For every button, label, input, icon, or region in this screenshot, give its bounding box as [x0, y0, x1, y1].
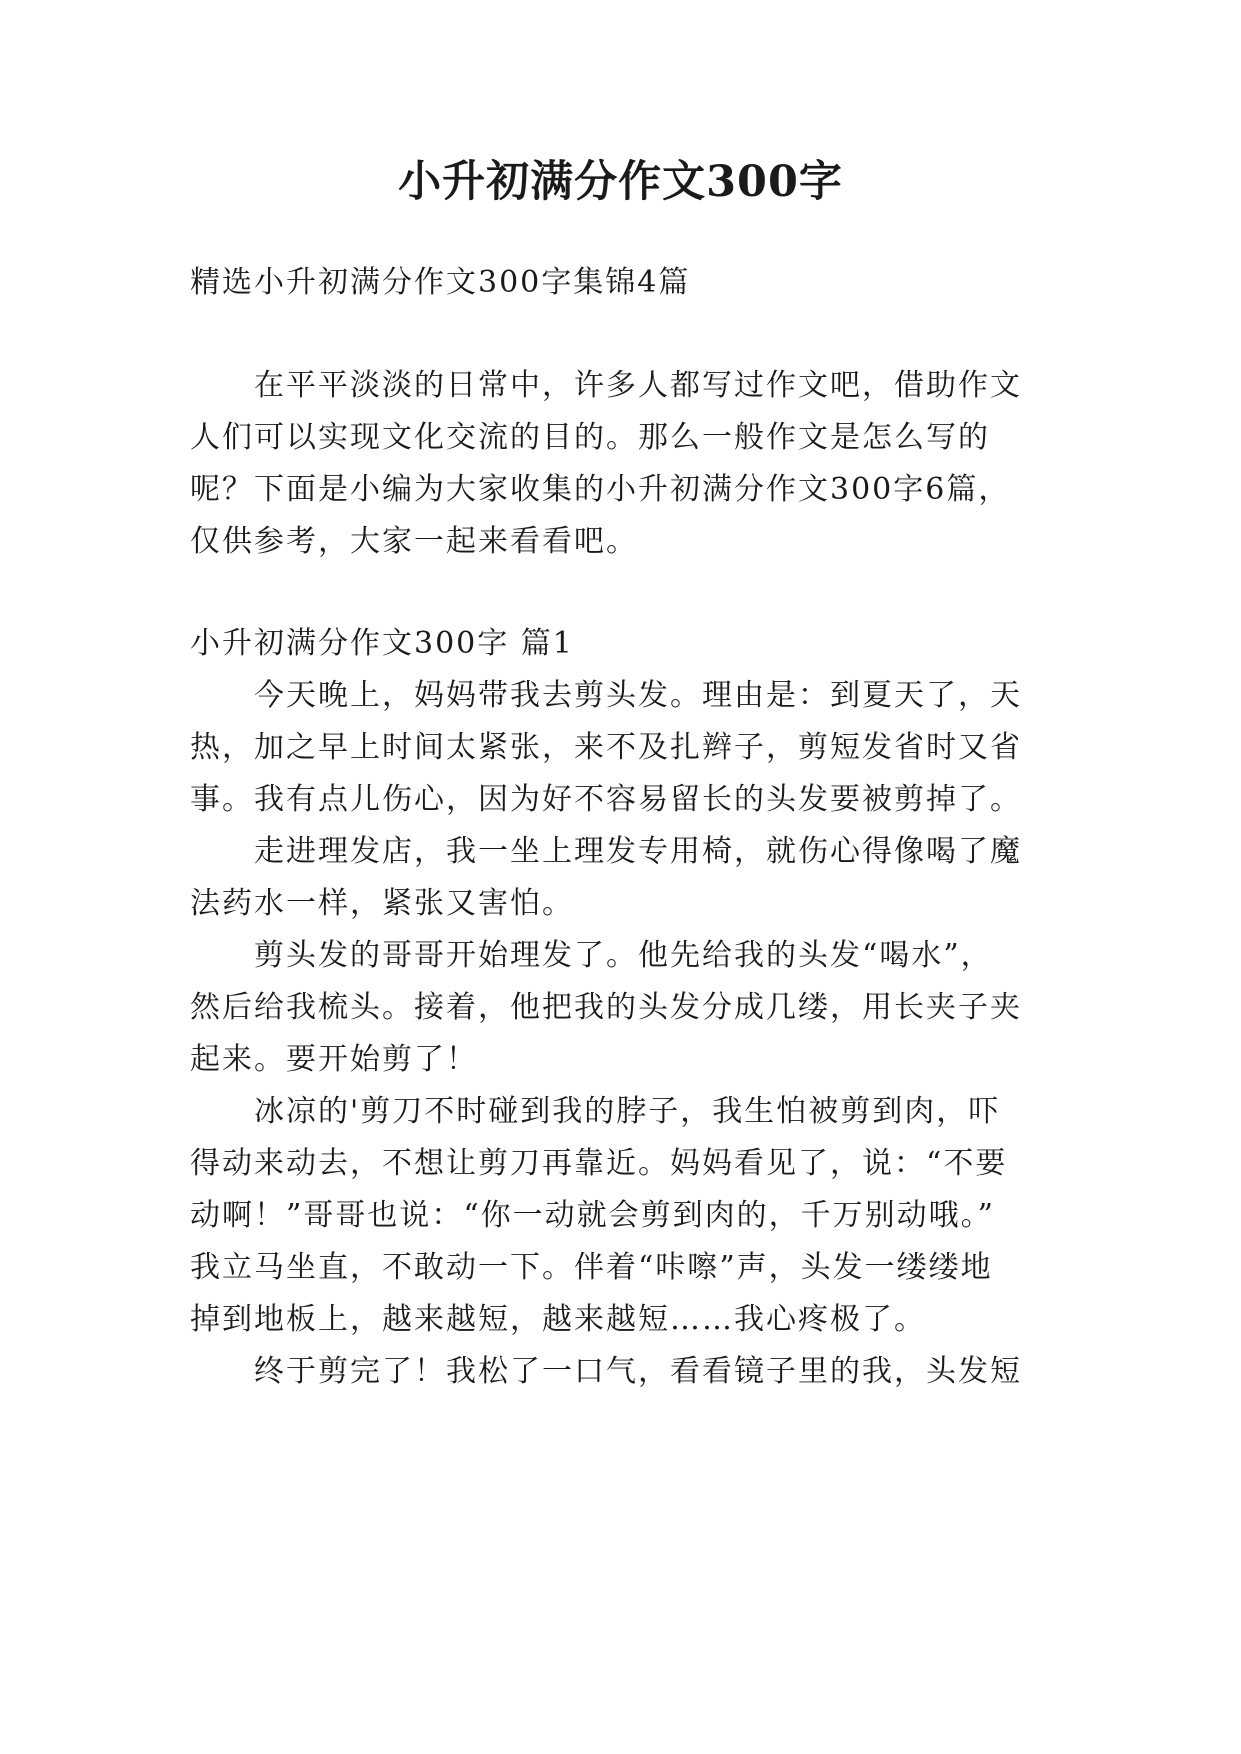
intro-line-2: 人们可以实现文化交流的目的。那么一般作文是怎么写的 [190, 420, 990, 455]
intro-line-3: 呢？下面是小编为大家收集的小升初满分作文300字6篇， [190, 472, 1011, 507]
body-line-5: 法药水一样，紧张又害怕。 [190, 886, 574, 921]
subtitle: 精选小升初满分作文300字集锦4篇 [190, 265, 691, 300]
section-heading: 小升初满分作文300字 篇1 [190, 626, 574, 661]
body-line-3: 事。我有点儿伤心，因为好不容易留长的头发要被剪掉了。 [190, 782, 1022, 817]
document-title: 小升初满分作文300字 [398, 157, 843, 207]
body-line-11: 动啊！”哥哥也说：“你一动就会剪到肉的，千万别动哦。” [190, 1198, 996, 1233]
body-line-12: 我立马坐直，不敢动一下。伴着“咔嚓”声，头发一缕缕地 [190, 1250, 993, 1285]
body-line-10: 得动来动去，不想让剪刀再靠近。妈妈看见了，说：“不要 [190, 1146, 1008, 1181]
intro-line-4: 仅供参考，大家一起来看看吧。 [190, 524, 638, 559]
body-line-13: 掉到地板上，越来越短，越来越短……我心疼极了。 [190, 1302, 926, 1337]
body-line-8: 起来。要开始剪了！ [190, 1042, 478, 1077]
body-line-14: 终于剪完了！我松了一口气，看看镜子里的我，头发短 [254, 1354, 1022, 1389]
body-line-9: 冰凉的'剪刀不时碰到我的脖子，我生怕被剪到肉，吓 [254, 1094, 1001, 1129]
body-line-7: 然后给我梳头。接着，他把我的头发分成几缕，用长夹子夹 [190, 990, 1022, 1025]
intro-line-1: 在平平淡淡的日常中，许多人都写过作文吧，借助作文 [254, 368, 1022, 403]
body-line-2: 热，加之早上时间太紧张，来不及扎辫子，剪短发省时又省 [190, 730, 1022, 765]
body-line-6: 剪头发的哥哥开始理发了。他先给我的头发“喝水”， [254, 938, 993, 973]
body-line-4: 走进理发店，我一坐上理发专用椅，就伤心得像喝了魔 [254, 834, 1022, 869]
body-line-1: 今天晚上，妈妈带我去剪头发。理由是：到夏天了，天 [254, 678, 1022, 713]
